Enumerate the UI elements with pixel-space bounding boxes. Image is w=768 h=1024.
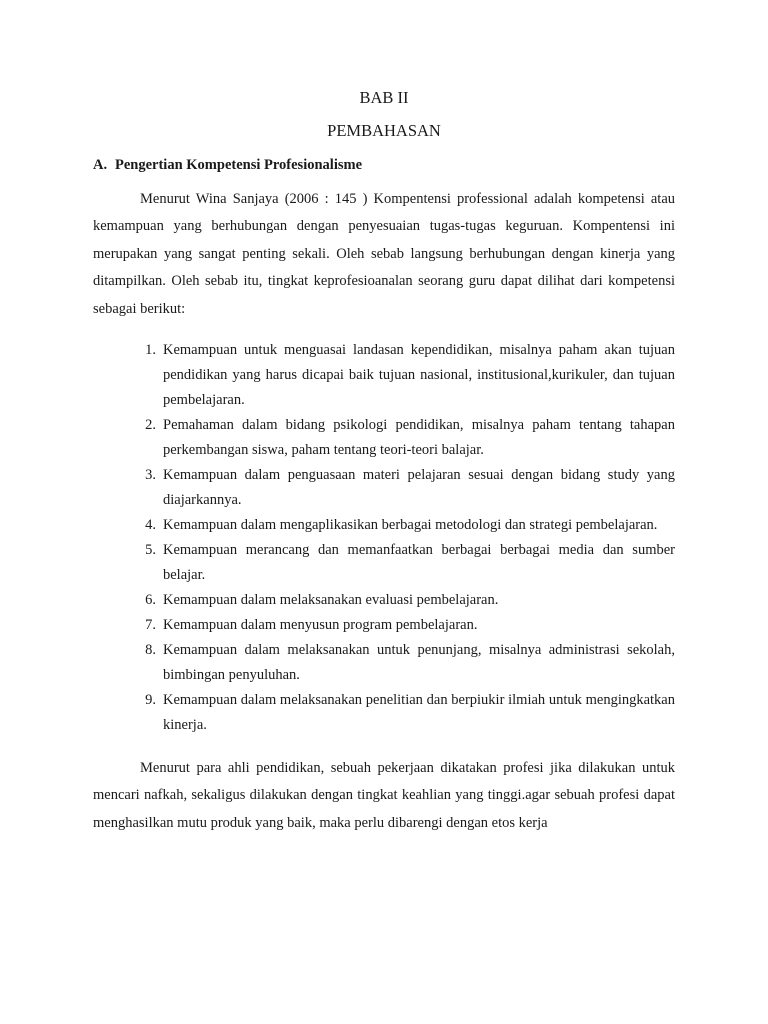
chapter-heading: BAB II (359, 88, 409, 107)
list-item (93, 463, 675, 513)
list-text: Kemampuan dalam mengaplikasikan berbagai metodologi dan strategi pembelajaran. (163, 517, 658, 534)
list-number: 3. (145, 467, 156, 484)
list-text: Kemampuan dalam melaksanakan untuk penunjang, misalnya administrasi sekolah, bimbingan penyuluhan. (163, 642, 675, 684)
paragraph: Menurut para ahli pendidikan, sebuah pekerjaan dikatakan profesi jika dilakukan untuk mencari nafkah, sekaligus dilakukan dengan tingkat keahlian yang tinggi.agar sebuah profesi dapat menghasilkan mutu produk yang baik, maka perlu dibarengi dengan etos kerja (93, 760, 675, 831)
list-number: 7. (145, 617, 156, 634)
list-text: Kemampuan dalam melaksanakan penelitian dan berpiukir ilmiah untuk mengingkatkan kinerja. (163, 692, 675, 734)
list-item (93, 688, 675, 738)
list-number: 1. (145, 342, 156, 359)
list-number: 2. (145, 417, 156, 434)
list-number: 4. (145, 517, 156, 534)
list-item (93, 513, 675, 538)
list-number: 8. (145, 642, 156, 659)
list-item (93, 538, 675, 588)
list-item (93, 338, 675, 413)
list-text: Kemampuan dalam penguasaan materi pelajaran sesuai dengan bidang study yang diajarkannya. (163, 467, 675, 509)
section-heading (93, 154, 675, 176)
section-title: Pengertian Kompetensi Profesionalisme (115, 157, 363, 173)
document-page (93, 86, 675, 837)
list-text: Kemampuan dalam melaksanakan evaluasi pembelajaran. (163, 592, 499, 609)
list-text: Kemampuan dalam menyusun program pembelajaran. (163, 617, 478, 634)
list-number: 9. (145, 692, 156, 709)
list-text: Pemahaman dalam bidang psikologi pendidikan, misalnya paham tentang tahapan perkembangan siswa, paham tentang teori-teori balajar. (163, 417, 675, 459)
list-number: 5. (145, 542, 156, 559)
list-text: Kemampuan merancang dan memanfaatkan berbagai berbagai media dan sumber belajar. (163, 542, 675, 584)
chapter-title: PEMBAHASAN (327, 121, 441, 140)
list-item (93, 638, 675, 688)
competency-list (93, 338, 675, 738)
list-number: 6. (145, 592, 156, 609)
list-text: Kemampuan untuk menguasai landasan kependidikan, misalnya paham akan tujuan pendidikan yang harus dicapai baik tujuan nasional, institusional,kurikuler, dan tujuan pembelajaran. (163, 342, 675, 409)
list-item (93, 613, 675, 638)
list-item (93, 413, 675, 463)
section-letter: A. (93, 157, 108, 173)
list-item (93, 588, 675, 613)
paragraph: Menurut Wina Sanjaya (2006 : 145 ) Kompentensi professional adalah kompetensi atau kemampuan yang berhubungan dengan penyesuaian tugas-tugas keguruan. Kompentensi ini merupakan yang sangat penting sekali. Oleh sebab langsung berhubungan dengan kinerja yang ditampilkan. Oleh sebab itu, tingkat keprofesioanalan seorang guru dapat dilihat dari kompetensi sebagai berikut: (93, 191, 675, 317)
